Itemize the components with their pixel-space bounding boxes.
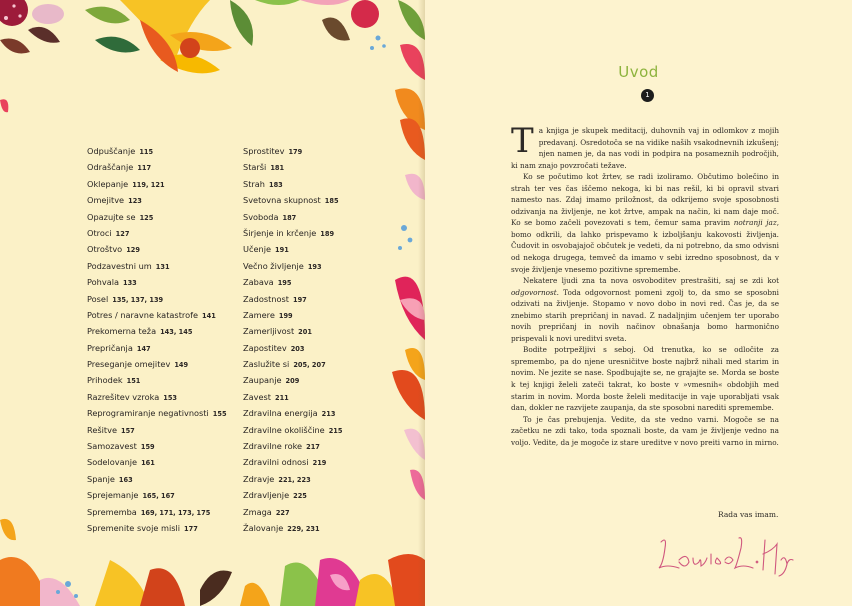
paragraph-1: Ta knjiga je skupek meditacij, duhovnih vaj in odlomkov z mojih predavanj. Osredotoča se na vidike naših vsakodnevnih izkušenj; njen namen je, da nas vodi in podpira na posameznih področjih, ki nam znajo povzročati težave. (511, 121, 779, 170)
index-entry (87, 340, 227, 356)
index-page-numbers: 205, 207 (293, 361, 326, 370)
index-entry (243, 274, 342, 290)
index-entry (87, 258, 227, 274)
index-page-numbers: 135, 137, 139 (112, 295, 164, 304)
index-entry (87, 405, 227, 421)
index-term: Posel (87, 293, 109, 304)
index-page-numbers: 165, 167 (142, 492, 175, 501)
index-entry (243, 209, 342, 225)
index-page-numbers: 187 (282, 213, 297, 222)
index-entry (87, 504, 227, 520)
index-term: Prepričanja (87, 342, 133, 353)
paragraph-3: Nekatere ljudi zna ta nova osvoboditev prestrašiti, saj se zdi kot odgovornost. Toda odgovornost pomeni zgolj to, da smo se sposobni odzivati na življenje. Stopamo v novo dobo in novi red. Čas je, da se znebimo starih prepričanj in navad. Z nadaljnjim učenjem ter uporabo novih prepričanj in novih načinov obnašanja bomo harmonično prispevali k novi ureditvi sveta. (511, 276, 779, 343)
index-term: Zmaga (243, 506, 272, 517)
index-term: Zaupanje (243, 375, 282, 386)
index-entry (87, 159, 227, 175)
index-page-numbers: 203 (290, 344, 305, 353)
index-term: Zaslužite si (243, 359, 290, 370)
index-page-numbers: 125 (139, 213, 154, 222)
index-page-numbers: 133 (123, 279, 137, 288)
index-term: Reprogramiranje negativnosti (87, 408, 209, 419)
intro-body-text (511, 121, 779, 448)
index-page-numbers: 123 (128, 197, 142, 206)
index-term: Odpuščanje (87, 146, 136, 156)
index-term: Zdravilni odnosi (243, 457, 309, 468)
index-page-numbers: 211 (275, 393, 289, 402)
index-term: Zamere (243, 309, 275, 320)
index-term: Otroci (87, 227, 112, 238)
index-page-numbers: 163 (118, 475, 133, 484)
index-page-numbers: 119, 121 (132, 180, 165, 189)
index-entry (87, 241, 227, 257)
index-term: Zavest (243, 391, 271, 402)
index-page-numbers: 181 (270, 164, 285, 173)
index-entry (243, 487, 342, 503)
index-page-numbers: 195 (277, 279, 292, 288)
index-entry (243, 520, 342, 536)
index-page-numbers: 131 (155, 262, 170, 271)
index-term: Oklepanje (87, 178, 129, 189)
index-entry (87, 143, 227, 159)
index-term: Večno življenje (243, 260, 304, 271)
index-page-numbers: 193 (307, 262, 322, 271)
paragraph-4: Bodite potrpežljivi s seboj. Od trenutka, ko se odločite za spremembo, pa do njene uresničitve boste najbrž nihali med starim in novim. Ne jezite se nase. Spodbujajte se, ne grajajte se. Morda se boste k tej knjigi želeli zateči takrat, ko boste v »vmesnih« obdobjih med starim in novim. Morda boste želeli meditacije in vaje uporabljati vsak dan, dokler ne razvijete zaupanja, da ste sposobni narediti spremembe. (511, 345, 779, 413)
index-term: Svoboda (243, 211, 279, 222)
chapter-number-badge: 1 (641, 89, 654, 102)
paragraph-2: Ko se počutimo kot žrtev, se radi izoliramo. Občutimo bolečino in strah ter ves čas iščemo nekoga, ki bi nas rešil, ki bi opravil stvari namesto nas. Zdaj imamo priložnost, da odkrijemo svoje sposobnosti odzivanja na življenje, ne kot žrtve, ampak na način, ki nam daje moč. Ko se bomo začeli povezovati s tem, čemur sama pravim notranji jaz, bomo odkrili, da lahko prispevamo k izboljšanju kakovosti življenja. Čudovit in osvobajajoč občutek je vedeti, da ni potrebno, da smo odvisni od nekoga drugega, temveč da imamo v sebi izredno sposobnost, da v svoje življenje vnesemo pozitivne spremembe. (511, 172, 779, 274)
index-term: Zapostitev (243, 342, 287, 353)
index-page-numbers: 219 (312, 459, 327, 468)
index-page-numbers: 151 (126, 377, 141, 386)
index-page-numbers: 197 (292, 295, 307, 304)
index-entry (243, 323, 342, 339)
index-term: Pohvala (87, 277, 119, 288)
index-entry (243, 504, 342, 520)
index-page-numbers: 189 (320, 229, 335, 238)
index-entry (243, 291, 342, 307)
author-signature-image (657, 534, 797, 578)
index-term: Sodelovanje (87, 457, 138, 468)
index-term: Strah (243, 178, 265, 189)
index-page-numbers: 221, 223 (278, 475, 311, 484)
index-page-numbers: 177 (184, 524, 198, 533)
index-entry (87, 356, 227, 372)
index-page-numbers: 127 (115, 229, 130, 238)
chapter-title: Uvod (618, 63, 659, 81)
index-column-left (87, 143, 227, 536)
index-term: Prekomerna teža (87, 326, 157, 337)
index-entry (243, 340, 342, 356)
index-entry (87, 389, 227, 405)
index-entry (243, 192, 342, 208)
index-page-numbers: 199 (278, 311, 293, 320)
index-term: Učenje (243, 244, 272, 255)
index-page-numbers: 161 (141, 459, 155, 468)
index-entry (87, 192, 227, 208)
index-page-numbers: 169, 171, 173, 175 (140, 508, 211, 517)
index-page-numbers: 115 (139, 148, 154, 156)
drop-cap: T (511, 121, 534, 161)
index-entry (243, 258, 342, 274)
index-page-numbers: 143, 145 (160, 328, 193, 337)
index-term: Sprejemanje (87, 490, 139, 501)
index-page-numbers: 141 (202, 311, 216, 320)
index-term: Zdravljenje (243, 490, 290, 501)
index-term: Podzavestni um (87, 260, 152, 271)
index-term: Preseganje omejitev (87, 359, 171, 370)
index-entry (87, 471, 227, 487)
index-page-numbers: 215 (328, 426, 343, 435)
index-entry (87, 225, 227, 241)
index-page-numbers: 159 (140, 443, 155, 452)
index-entry (243, 405, 342, 421)
index-page-numbers: 209 (285, 377, 300, 386)
index-term: Svetovna skupnost (243, 195, 321, 206)
index-page-numbers: 183 (268, 180, 283, 189)
index-term: Zdravje (243, 473, 275, 484)
index-entry (87, 307, 227, 323)
index-term: Zdravilna energija (243, 408, 318, 419)
index-term: Starši (243, 162, 267, 173)
index-page-numbers: 185 (324, 197, 339, 206)
index-entry (87, 454, 227, 470)
right-page-intro (425, 0, 852, 606)
index-term: Širjenje in krčenje (243, 227, 317, 238)
index-page-numbers: 157 (121, 426, 135, 435)
index-term: Omejitve (87, 195, 125, 206)
index-entry (243, 438, 342, 454)
index-term: Zadostnost (243, 293, 289, 304)
index-entry (87, 291, 227, 307)
index-entry (243, 176, 342, 192)
index-entry (87, 209, 227, 225)
index-entry (243, 454, 342, 470)
index-entry (87, 176, 227, 192)
index-term: Spremenite svoje misli (87, 522, 181, 533)
index-entry (243, 159, 342, 175)
index-term: Samozavest (87, 441, 137, 452)
index-page-numbers: 155 (212, 410, 227, 419)
signoff-text: Rada vas imam. (718, 510, 779, 519)
index-term: Zabava (243, 277, 274, 288)
index-term: Spanje (87, 473, 115, 484)
index-column-right (243, 143, 342, 536)
index-page-numbers: 191 (275, 246, 289, 255)
index-page-numbers: 179 (288, 148, 303, 156)
index-term: Sprostitev (243, 146, 285, 156)
left-page-index (0, 0, 425, 606)
index-page-numbers: 227 (275, 508, 290, 517)
index-entry (243, 471, 342, 487)
index-entry (243, 307, 342, 323)
index-term: Odraščanje (87, 162, 134, 173)
paragraph-5: To je čas prebujenja. Vedite, da ste vedno varni. Mogoče se na začetku ne zdi tako, toda spoznali boste, da vam je življenje vedno na voljo. Vedite, da je mogoče iz stare ureditve v novo preiti varno in mirno. (511, 414, 779, 447)
index-term: Razrešitev vzroka (87, 391, 160, 402)
index-entry (87, 438, 227, 454)
index-entry (87, 372, 227, 388)
index-page-numbers: 229, 231 (287, 524, 320, 533)
index-page-numbers: 225 (293, 492, 307, 501)
index-entry (87, 274, 227, 290)
index-entry (243, 422, 342, 438)
index-term: Potres / naravne katastrofe (87, 309, 199, 320)
index-term: Prihodek (87, 375, 123, 386)
index-term: Žalovanje (243, 522, 284, 533)
index-term: Sprememba (87, 506, 137, 517)
index-entry (243, 143, 342, 159)
index-entry (243, 356, 342, 372)
index-page-numbers: 129 (126, 246, 140, 255)
index-entry (243, 389, 342, 405)
index-page-numbers: 217 (306, 443, 320, 452)
index-term: Zamerljivost (243, 326, 295, 337)
index-term: Zdravilne okoliščine (243, 424, 325, 435)
index-page-numbers: 149 (174, 361, 189, 370)
index-page-numbers: 213 (321, 410, 336, 419)
index-term: Otroštvo (87, 244, 123, 255)
index-entry (243, 241, 342, 257)
index-entry (243, 225, 342, 241)
index-entry (87, 323, 227, 339)
index-entry (87, 487, 227, 503)
index-term: Zdravilne roke (243, 441, 303, 452)
index-entry (243, 372, 342, 388)
index-term: Rešitve (87, 424, 117, 435)
index-entry (87, 520, 227, 536)
index-page-numbers: 201 (298, 328, 312, 337)
index-page-numbers: 147 (136, 344, 151, 353)
index-term: Opazujte se (87, 211, 136, 222)
index-entry (87, 422, 227, 438)
index-page-numbers: 153 (163, 393, 178, 402)
index-page-numbers: 117 (137, 164, 152, 173)
